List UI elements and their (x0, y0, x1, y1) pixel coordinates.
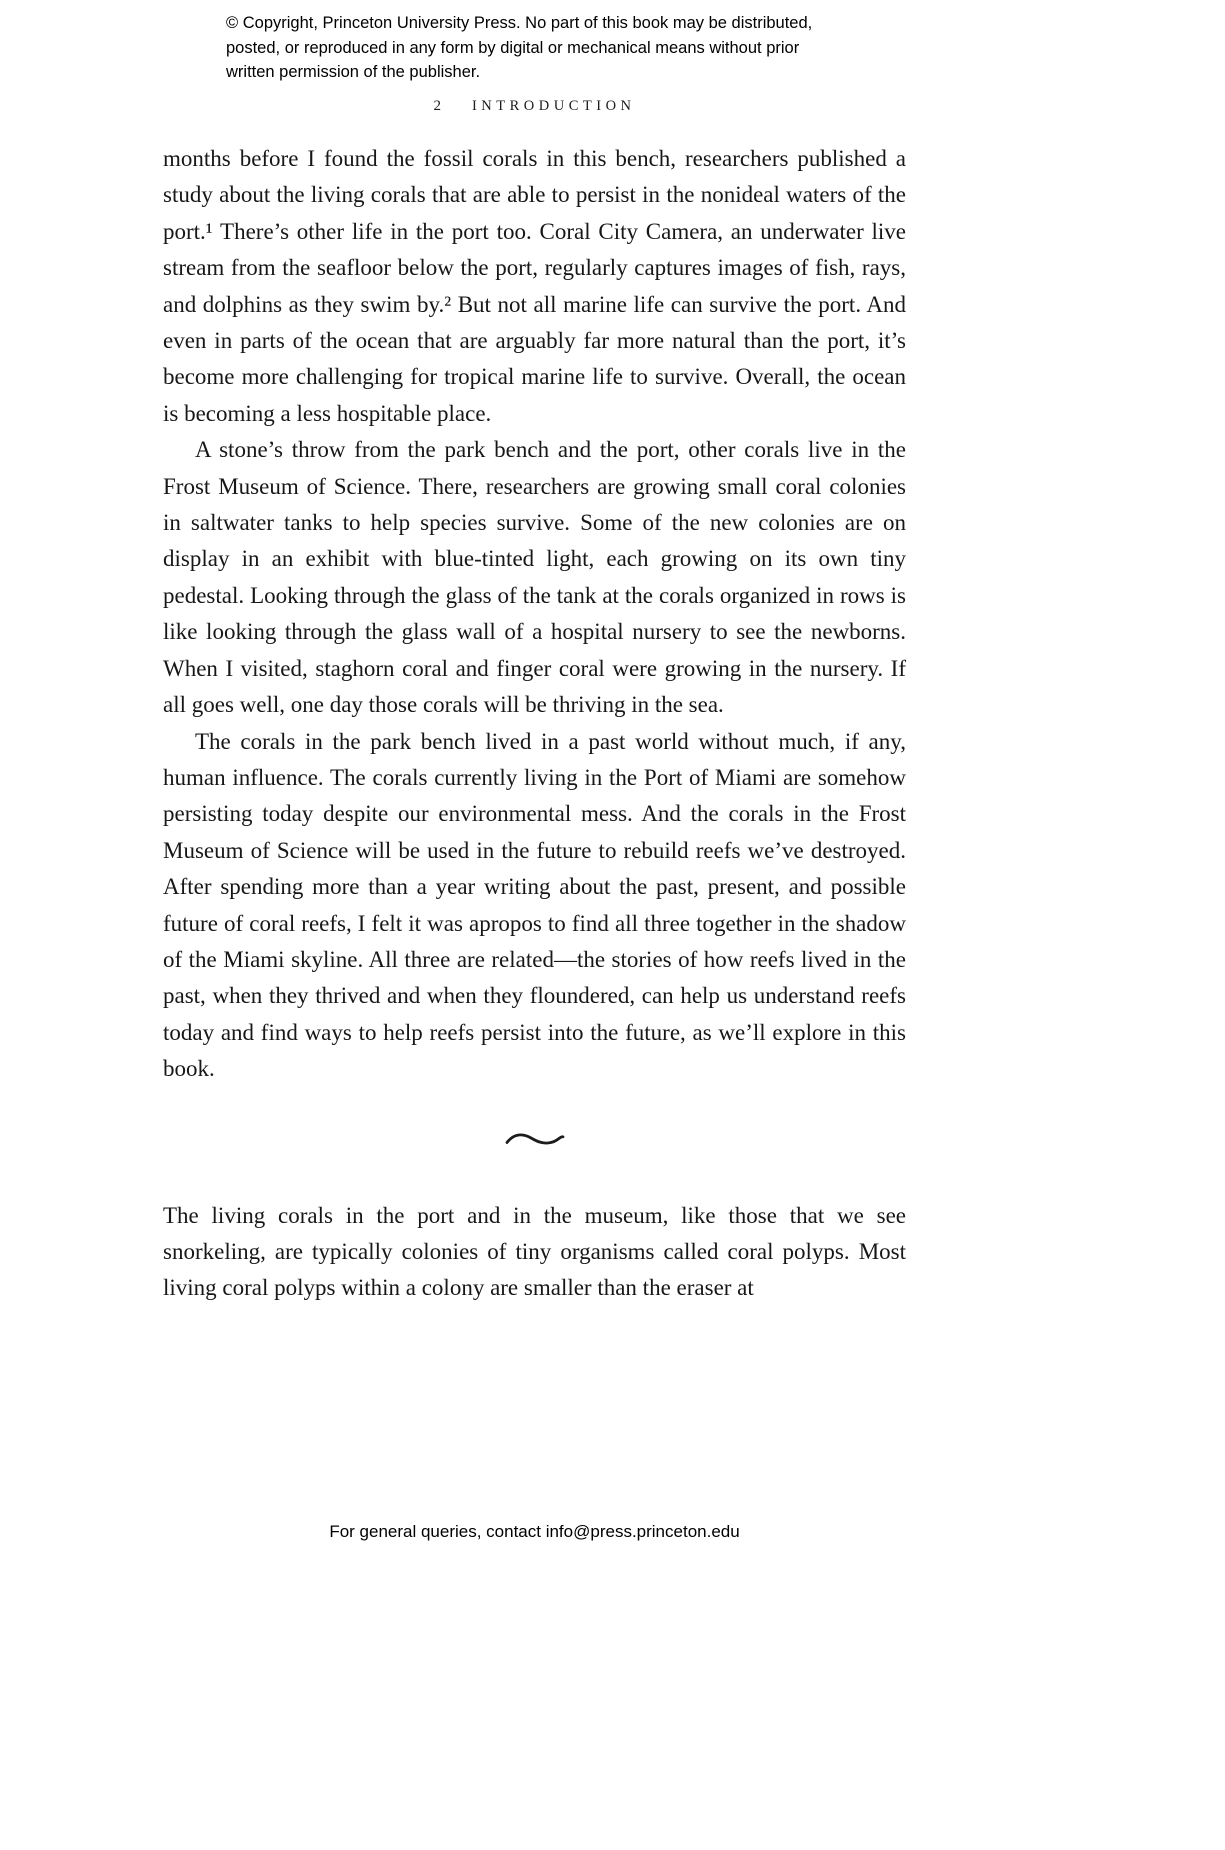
paragraph: The corals in the park bench lived in a past world without much, if any, human influence. The corals currently living in the Port of Miami are somehow persisting today despite our environmental mess. And the corals in the Frost Museum of Science will be used in the future to rebuild reefs we’ve destroyed. After spending more than a year writing about the past, present, and possible future of coral reefs, I felt it was apropos to find all three together in the shadow of the Miami skyline. All three are related—the stories of how reefs lived in the past, when they thrived and when they floundered, can help us understand reefs today and find ways to help reefs persist into the future, as we’ll explore in this book. (163, 728, 906, 1082)
page-number: 2 (433, 98, 442, 114)
running-head (163, 98, 906, 115)
paragraph: months before I found the fossil corals in this bench, researchers published a study about the living corals that are able to persist in the nonideal waters of the port.¹ There’s other life in the port too. Coral City Camera, an underwater live stream from the seafloor below the port, regularly captures images of fish, rays, and dolphins as they swim by.² But not all marine life can survive the port. And even in parts of the ocean that are arguably far more natural than the port, it’s become more challenging for tropical marine life to survive. Overall, the ocean is becoming a less hospitable place. (163, 146, 906, 426)
footer-contact: For general queries, contact info@press.princeton.edu (329, 1522, 740, 1541)
section-title: INTRODUCTION (471, 98, 636, 114)
paragraph: The living corals in the port and in the museum, like those that we see snorkeling, are typically colonies of tiny organisms called coral polyps. Most living coral polyps within a colony are smaller than the eraser at (163, 1202, 906, 1301)
body-text (163, 141, 906, 1307)
copyright-notice: © Copyright, Princeton University Press. No part of this book may be distributed, posted, or reproduced in any form by digital or mechanical means without prior written permission of the publisher. (226, 14, 813, 81)
swung-dash-icon (504, 1130, 566, 1150)
section-break-ornament (163, 1130, 906, 1150)
paragraph: A stone’s throw from the park bench and the port, other corals live in the Frost Museum of Science. There, researchers are growing small coral colonies in saltwater tanks to help species survive. Some of the new colonies are on display in an exhibit with blue-tinted light, each growing on its own tiny pedestal. Looking through the glass of the tank at the corals organized in rows is like looking through the glass wall of a hospital nursery to see the newborns. When I visited, staghorn coral and finger coral were growing in the nursery. If all goes well, one day those corals will be thriving in the sea. (163, 437, 906, 718)
